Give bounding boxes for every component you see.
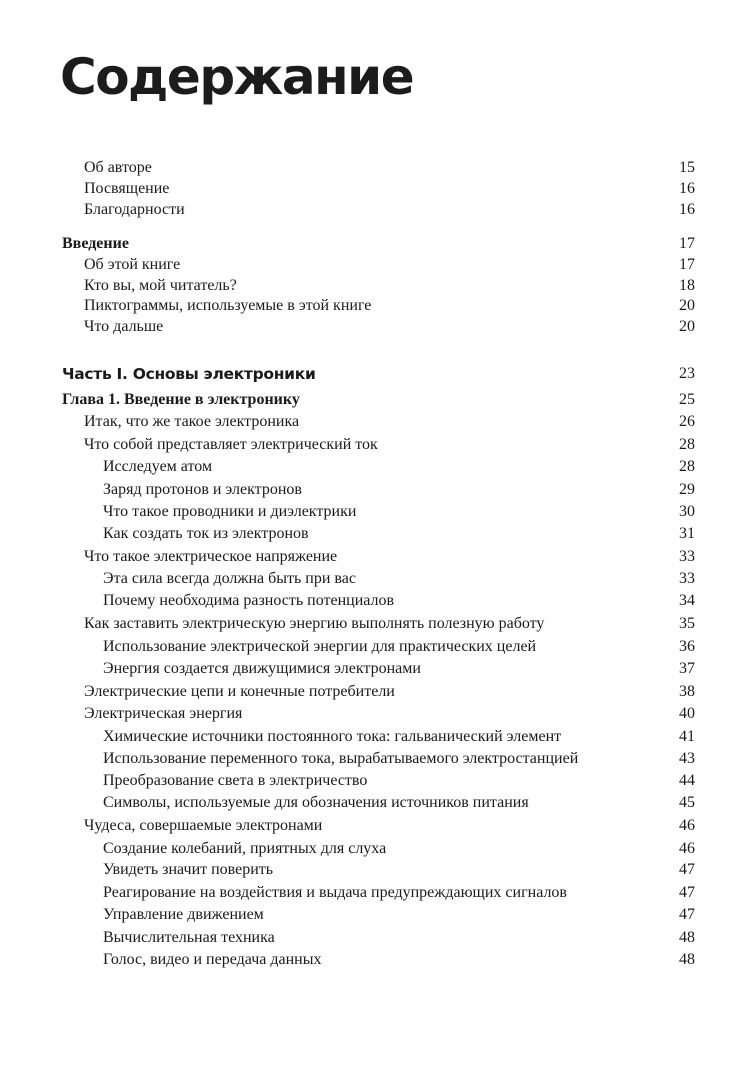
- toc-entry-page: 33: [679, 548, 695, 565]
- toc-entry-page: 30: [679, 503, 695, 520]
- toc-entry-page: 25: [679, 391, 695, 408]
- toc-entry: [0, 614, 755, 634]
- toc-entry-title: Реагирование на воздействия и выдача предупреждающих сигналов: [103, 884, 567, 901]
- toc-entry: [0, 569, 755, 589]
- toc-entry-title: Исследуем атом: [103, 458, 213, 475]
- toc-entry-title: Эта сила всегда должна быть при вас: [103, 570, 356, 587]
- toc-entry: [0, 234, 755, 254]
- toc-entry-title: Почему необходима разность потенциалов: [103, 592, 395, 609]
- toc-entry-page: 47: [679, 906, 695, 923]
- toc-entry: [0, 816, 755, 836]
- toc-entry: [0, 727, 755, 747]
- toc-entry-page: 45: [679, 794, 695, 811]
- toc-entry-page: 17: [679, 256, 695, 273]
- toc-entry: [0, 659, 755, 679]
- toc-entry: [0, 547, 755, 567]
- toc-entry-title: Управление движением: [103, 906, 264, 923]
- toc-entry: [0, 200, 755, 220]
- toc-entry-page: 20: [679, 318, 695, 335]
- toc-entry-title: Голос, видео и передача данных: [103, 951, 322, 968]
- toc-entry-page: 33: [679, 570, 695, 587]
- toc-entry-title: Что такое проводники и диэлектрики: [103, 503, 357, 520]
- toc-entry-page: 31: [679, 525, 695, 542]
- toc-entry-title: Электрическая энергия: [84, 705, 243, 722]
- toc-entry-title: Создание колебаний, приятных для слуха: [103, 840, 387, 857]
- toc-entry-title: Использование электрической энергии для практических целей: [103, 638, 537, 655]
- toc-entry: [0, 276, 755, 296]
- toc-entry: [0, 390, 755, 410]
- toc-entry: [0, 502, 755, 522]
- toc-entry-title: Энергия создается движущимися электронами: [103, 660, 421, 677]
- toc-entry-title: Об этой книге: [84, 256, 181, 273]
- toc-entry-title: Как заставить электрическую энергию выполнять полезную работу: [84, 615, 545, 632]
- toc-entry-page: 23: [679, 365, 695, 382]
- toc-entry: [0, 158, 755, 178]
- page-title: Содержание: [60, 48, 414, 106]
- toc-entry-page: 16: [679, 201, 695, 218]
- toc-entry-title: Что такое электрическое напряжение: [84, 548, 338, 565]
- toc-entry: [0, 255, 755, 275]
- toc-entry-page: 48: [679, 929, 695, 946]
- toc-entry-page: 17: [679, 235, 695, 252]
- toc-entry-title: Использование переменного тока, вырабатываемого электростанцией: [103, 750, 579, 767]
- toc-entry-page: 16: [679, 180, 695, 197]
- toc-entry-page: 28: [679, 458, 695, 475]
- toc-entry-title: Как создать ток из электронов: [103, 525, 309, 542]
- toc-entry-page: 47: [679, 861, 695, 878]
- toc-entry-title: Что дальше: [84, 318, 164, 335]
- toc-entry-page: 41: [679, 728, 695, 745]
- toc-entry: [0, 905, 755, 925]
- toc-entry-title: Кто вы, мой читатель?: [84, 277, 237, 294]
- toc-entry-page: 36: [679, 638, 695, 655]
- toc-entry-title: Заряд протонов и электронов: [103, 481, 302, 498]
- toc-entry-page: 38: [679, 683, 695, 700]
- toc-entry-page: 34: [679, 592, 695, 609]
- toc-entry: [0, 839, 755, 859]
- toc-entry: [0, 435, 755, 455]
- toc-entry-page: 43: [679, 750, 695, 767]
- toc-entry-page: 29: [679, 481, 695, 498]
- toc-entry-title: Введение: [62, 235, 129, 252]
- toc-entry: [0, 296, 755, 316]
- toc-entry-page: 35: [679, 615, 695, 632]
- toc-entry: [0, 928, 755, 948]
- toc-entry-title: Символы, используемые для обозначения источников питания: [103, 794, 529, 811]
- toc-entry: [0, 637, 755, 657]
- toc-entry-title: Глава 1. Введение в электронику: [62, 391, 300, 408]
- toc-entry-title: Что собой представляет электрический ток: [84, 436, 378, 453]
- toc-entry: [0, 364, 755, 384]
- toc-entry-page: 44: [679, 772, 695, 789]
- toc-entry-title: Посвящение: [84, 180, 170, 197]
- toc-entry-title: Итак, что же такое электроника: [84, 413, 300, 430]
- toc-entry-page: 26: [679, 413, 695, 430]
- toc-entry: [0, 591, 755, 611]
- toc-entry: [0, 179, 755, 199]
- toc-entry: [0, 793, 755, 813]
- toc-entry-title: Об авторе: [84, 159, 152, 176]
- toc-entry: [0, 704, 755, 724]
- toc-entry-page: 46: [679, 840, 695, 857]
- toc-entry-page: 40: [679, 705, 695, 722]
- toc-entry: [0, 860, 755, 880]
- toc-entry: [0, 524, 755, 544]
- toc-entry: [0, 682, 755, 702]
- toc-entry-title: Часть I. Основы электроники: [62, 365, 316, 383]
- toc-entry: [0, 749, 755, 769]
- toc-entry-title: Благодарности: [84, 201, 185, 218]
- toc-entry-title: Химические источники постоянного тока: гальванический элемент: [103, 728, 562, 745]
- toc-entry-title: Увидеть значит поверить: [103, 861, 274, 878]
- toc-entry: [0, 412, 755, 432]
- toc-entry-page: 47: [679, 884, 695, 901]
- toc-entry-page: 15: [679, 159, 695, 176]
- toc-entry-page: 48: [679, 951, 695, 968]
- toc-entry-page: 46: [679, 817, 695, 834]
- toc-entry: [0, 317, 755, 337]
- toc-entry-page: 20: [679, 297, 695, 314]
- toc-entry-title: Пиктограммы, используемые в этой книге: [84, 297, 372, 314]
- toc-entry-page: 18: [679, 277, 695, 294]
- toc-entry-title: Преобразование света в электричество: [103, 772, 368, 789]
- toc-entry: [0, 771, 755, 791]
- toc-entry: [0, 883, 755, 903]
- toc-entry: [0, 457, 755, 477]
- toc-entry-title: Чудеса, совершаемые электронами: [84, 817, 323, 834]
- toc-entry-page: 37: [679, 660, 695, 677]
- toc-entry-title: Вычислительная техника: [103, 929, 275, 946]
- toc-entry: [0, 950, 755, 970]
- toc-entry-title: Электрические цепи и конечные потребители: [84, 683, 395, 700]
- toc-entry: [0, 480, 755, 500]
- toc-entry-page: 28: [679, 436, 695, 453]
